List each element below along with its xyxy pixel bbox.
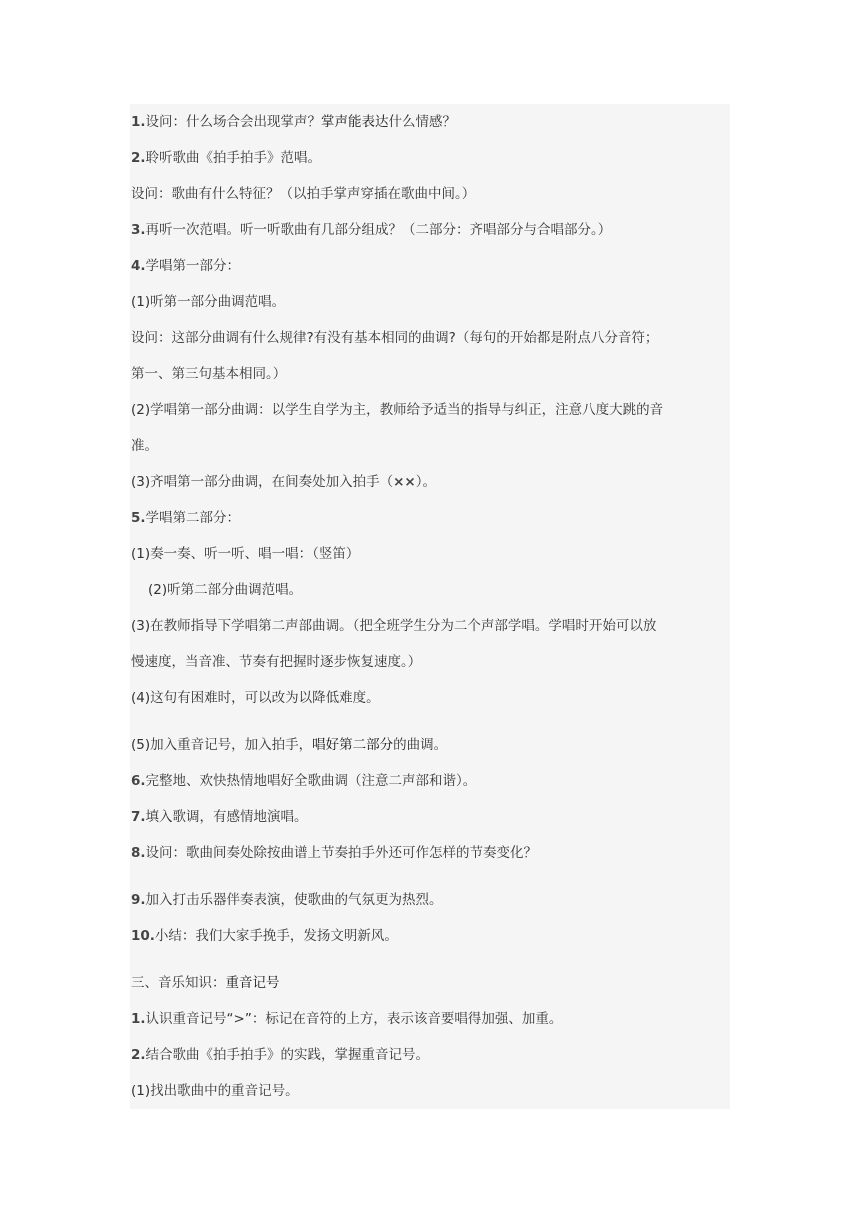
substep-number: (3) — [131, 474, 151, 490]
content-panel — [130, 104, 730, 1109]
step-number: 9. — [131, 892, 146, 908]
line-text: 加入打击乐器伴奏表演，使歌曲的气氛更为热烈。 — [145, 892, 443, 908]
substep-number: (1) — [131, 546, 151, 562]
line-text: 设问：什么场合会出现掌声？ — [145, 114, 322, 130]
line-text-emphasis: 掌声能表达 — [321, 114, 389, 130]
step-1-line — [131, 113, 456, 131]
step-9-line — [131, 891, 443, 909]
substep-line — [131, 1082, 299, 1100]
line-text: 什么情感？ — [388, 114, 457, 130]
substep-line — [131, 293, 285, 311]
line-text: 准。 — [131, 438, 158, 454]
line-text: 小结：我们大家手挽手，发扬文明新风。 — [154, 928, 398, 944]
step-4-line — [131, 257, 240, 275]
line-text: ）。 — [415, 474, 436, 490]
line-text: 的曲调。 — [393, 737, 448, 753]
step-number: 2. — [131, 150, 146, 166]
step-5-line — [131, 509, 240, 527]
step-8-line — [131, 844, 537, 862]
line-text: 设问：歌曲有什么特征？（以拍手掌声穿插在歌曲中间。） — [131, 186, 476, 202]
line-text: 聆听歌曲《拍手拍手》范唱。 — [145, 150, 322, 166]
step-2-line — [131, 149, 321, 167]
substep-line — [131, 401, 663, 419]
knowledge-step-1-line — [131, 1010, 562, 1028]
step-3-line — [131, 221, 611, 239]
line-text: 认识重音记号“>”：标记在音符的上方，表示该音要唱得加强、加重。 — [145, 1011, 563, 1027]
line-text: 学唱第二部分： — [145, 510, 241, 526]
line-text: 设问：这部分曲调有什么规律?有没有基本相同的曲调?（每句的开始都是附点八分音符； — [131, 330, 659, 346]
substep-number: (1) — [131, 1083, 151, 1099]
line-text-emphasis: 唱好第二部分 — [312, 737, 394, 753]
line-text: 结合歌曲《拍手拍手》的实践，掌握重音记号。 — [145, 1047, 430, 1063]
step-number: 5. — [131, 510, 146, 526]
substep-line-indented — [148, 581, 302, 599]
substep-line — [131, 736, 447, 754]
section-heading — [131, 974, 280, 992]
line-text: 这句有困难时，可以改为以降低难度。 — [150, 690, 380, 706]
step-number: 2. — [131, 1047, 146, 1063]
line-text: 填入歌调，有感情地演唱。 — [145, 809, 308, 825]
knowledge-step-2-line — [131, 1046, 429, 1064]
section-heading-text: 三、音乐知识： — [131, 975, 226, 991]
line-text: 再听一次范唱。听一听歌曲有几部分组成？（二部分：齐唱部分与合唱部分。） — [145, 222, 612, 238]
step-10-line — [131, 927, 398, 945]
substep-number: (2) — [131, 402, 151, 418]
continuation-line — [131, 437, 158, 455]
substep-number: (4) — [131, 690, 151, 706]
continuation-line — [131, 653, 421, 671]
line-text: 完整地、欢快热情地唱好全歌曲调（注意二声部和谐）。 — [145, 773, 477, 789]
substep-line — [131, 473, 436, 491]
continuation-line — [131, 365, 286, 383]
step-7-line — [131, 808, 308, 826]
line-text: 学唱第一部分曲调：以学生自学为主，教师给予适当的指导与纠正，注意八度大跳的音 — [150, 402, 664, 418]
step-6-line — [131, 772, 476, 790]
clap-rhythm: ×× — [393, 474, 416, 490]
line-text: 听第一部分曲调范唱。 — [150, 294, 286, 310]
step-number: 10. — [131, 928, 155, 944]
question-line — [131, 329, 658, 347]
step-number: 1. — [131, 1011, 146, 1027]
step-number: 8. — [131, 845, 146, 861]
step-number: 1. — [131, 114, 146, 130]
line-text: 听第二部分曲调范唱。 — [167, 582, 303, 598]
step-number: 4. — [131, 258, 146, 274]
line-text: 设问：歌曲间奏处除按曲谱上节奏拍手外还可作怎样的节奏变化？ — [145, 845, 538, 861]
question-line — [131, 185, 475, 203]
step-number: 3. — [131, 222, 146, 238]
line-text: 慢速度，当音准、节奏有把握时逐步恢复速度。） — [131, 654, 422, 670]
line-text: 加入重音记号，加入拍手， — [150, 737, 313, 753]
substep-number: (1) — [131, 294, 151, 310]
substep-line — [131, 617, 656, 635]
section-heading-topic: 重音记号 — [225, 975, 280, 991]
substep-line — [131, 545, 359, 563]
line-text: 奏一奏、听一听、唱一唱：（竖笛） — [150, 546, 360, 562]
line-text: 第一、第三句基本相同。） — [131, 366, 287, 382]
line-text: 找出歌曲中的重音记号。 — [150, 1083, 299, 1099]
line-text: 齐唱第一部分曲调，在间奏处加入拍手（ — [150, 474, 394, 490]
substep-line — [131, 689, 380, 707]
substep-number: (5) — [131, 737, 151, 753]
step-number: 6. — [131, 773, 146, 789]
substep-number: (3) — [131, 618, 151, 634]
line-text: 学唱第一部分： — [145, 258, 241, 274]
substep-number: (2) — [148, 582, 168, 598]
step-number: 7. — [131, 809, 146, 825]
line-text: 在教师指导下学唱第二声部曲调。（把全班学生分为二个声部学唱。学唱时开始可以放 — [150, 618, 657, 634]
